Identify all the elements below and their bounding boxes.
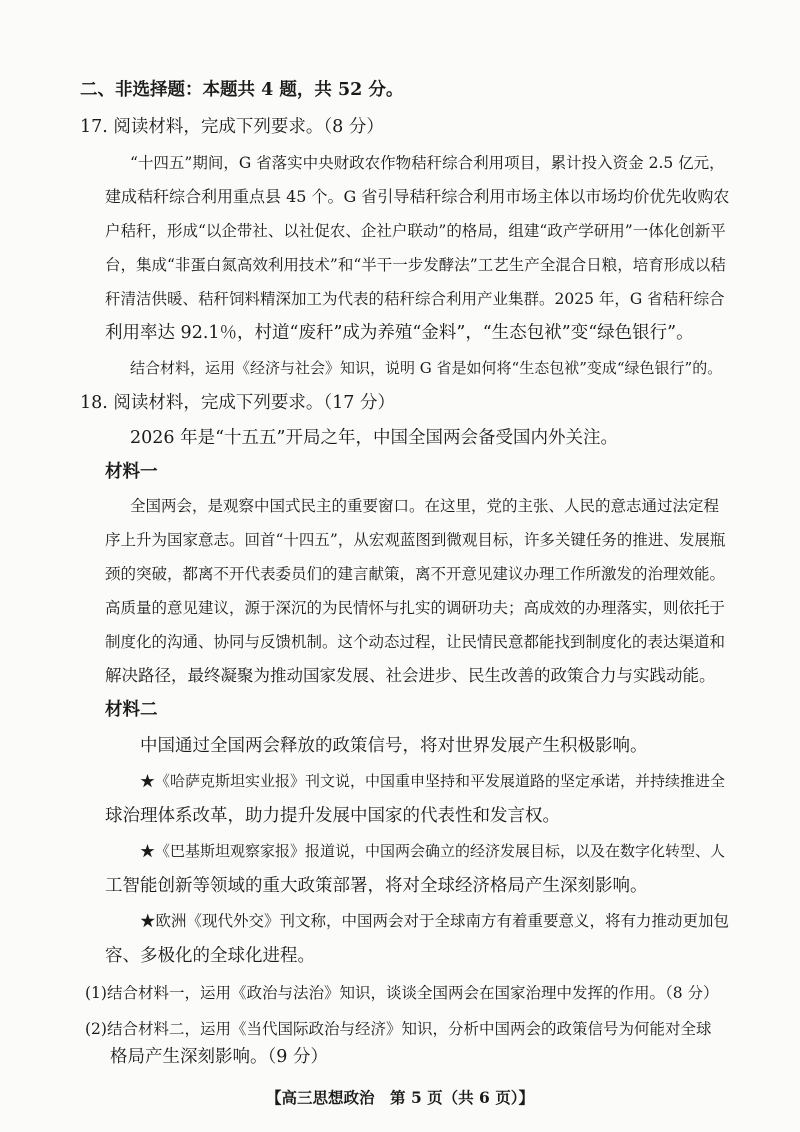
m1-line: 颈的突破，都离不开代表委员们的建言献策，离不开意见建议办理工作所激发的治理效能。: [105, 565, 726, 583]
q18-intro: 2026 年是“十五五”开局之年，中国全国两会备受国内外关注。: [130, 428, 618, 448]
material-one-label: 材料一: [105, 462, 158, 482]
m1-line: 解决路径，最终凝聚为推动国家发展、社会进步、民生改善的政策合力与实践动能。: [105, 666, 716, 685]
m1-line: 高质量的意见建议，源于深沉的为民情怀与扎实的调研功夫；高成效的办理落实，则依托于: [105, 599, 726, 617]
m2-line: ★欧洲《现代外交》刊文称，中国两会对于全球南方有着重要意义，将有力推动更加包: [140, 912, 730, 930]
q17-p1-line: 利用率达 92.1％，村道“废秆”成为养殖“金料”，“生态包袱”变“绿色银行”。: [105, 323, 694, 343]
sub-question-2-line: (2)结合材料二，运用《当代国际政治与经济》知识，分析中国两会的政策信号为何能对全球: [85, 1020, 712, 1038]
q17-p1-line: 建成秸秆综合利用重点县 45 个。G 省引导秸秆综合利用市场主体以市场均价优先收购农: [105, 187, 730, 206]
m1-line: 全国两会，是观察中国式民主的重要窗口。在这里，党的主张、人民的意志通过法定程: [130, 497, 720, 515]
sub-question-2-line: 格局产生深刻影响。（9 分）: [110, 1047, 328, 1067]
m2-line: ★《巴基斯坦观察家报》报道说，中国两会确立的经济发展目标，以及在数字化转型、人: [140, 842, 726, 860]
material-two-label: 材料二: [105, 700, 158, 720]
q17-p1-line: 秆清洁供暖、秸秆饲料精深加工为代表的秸秆综合利用产业集群。2025 年，G 省秸秆综合: [105, 290, 725, 308]
m2-line: 容、多极化的全球化进程。: [105, 946, 315, 966]
m1-line: 序上升为国家意志。回首“十四五”，从宏观蓝图到微观目标，许多关键任务的推进、发展瓶: [105, 531, 726, 549]
section-heading: 二、非选择题：本题共 4 题，共 52 分。: [80, 80, 404, 100]
sub-question-1: (1)结合材料一，运用《政治与法治》知识，谈谈全国两会在国家治理中发挥的作用。（8 分）: [85, 984, 719, 1002]
m2-line: ★《哈萨克斯坦实业报》刊文说，中国重申坚持和平发展道路的坚定承诺，并持续推进全: [140, 772, 726, 790]
q17-title: 17. 阅读材料，完成下列要求。（8 分）: [80, 117, 384, 137]
m1-line: 制度化的沟通、协同与反馈机制。这个动态过程，让民情民意都能找到制度化的表达渠道和: [105, 633, 726, 651]
q18-title: 18. 阅读材料，完成下列要求。（17 分）: [80, 393, 395, 413]
m2-line: 球治理体系改革，助力提升发展中国家的代表性和发言权。: [105, 806, 560, 826]
m2-intro: 中国通过全国两会释放的政策信号，将对世界发展产生积极影响。: [140, 736, 648, 756]
q17-p1-line: 户秸秆，形成“以企带社、以社促农、企社户联动”的格局，组建“政产学研用”一体化创新平: [105, 222, 726, 240]
m2-line: 工智能创新等领域的重大政策部署，将对全球经济格局产生深刻影响。: [105, 876, 648, 896]
q17-p1-line: 台，集成“非蛋白氮高效利用技术”和“半干一步发酵法”工艺生产全混合日粮，培育形成以秸: [105, 256, 726, 274]
page-footer: 【高三思想政治 第 5 页（共 6 页）】: [266, 1088, 534, 1107]
q17-p1-line: “十四五”期间，G 省落实中央财政农作物秸秆综合利用项目，累计投入资金 2.5 亿元，: [130, 154, 725, 172]
q17-requirement: 结合材料，运用《经济与社会》知识，说明 G 省是如何将“生态包袱”变成“绿色银行”的。: [130, 359, 723, 377]
